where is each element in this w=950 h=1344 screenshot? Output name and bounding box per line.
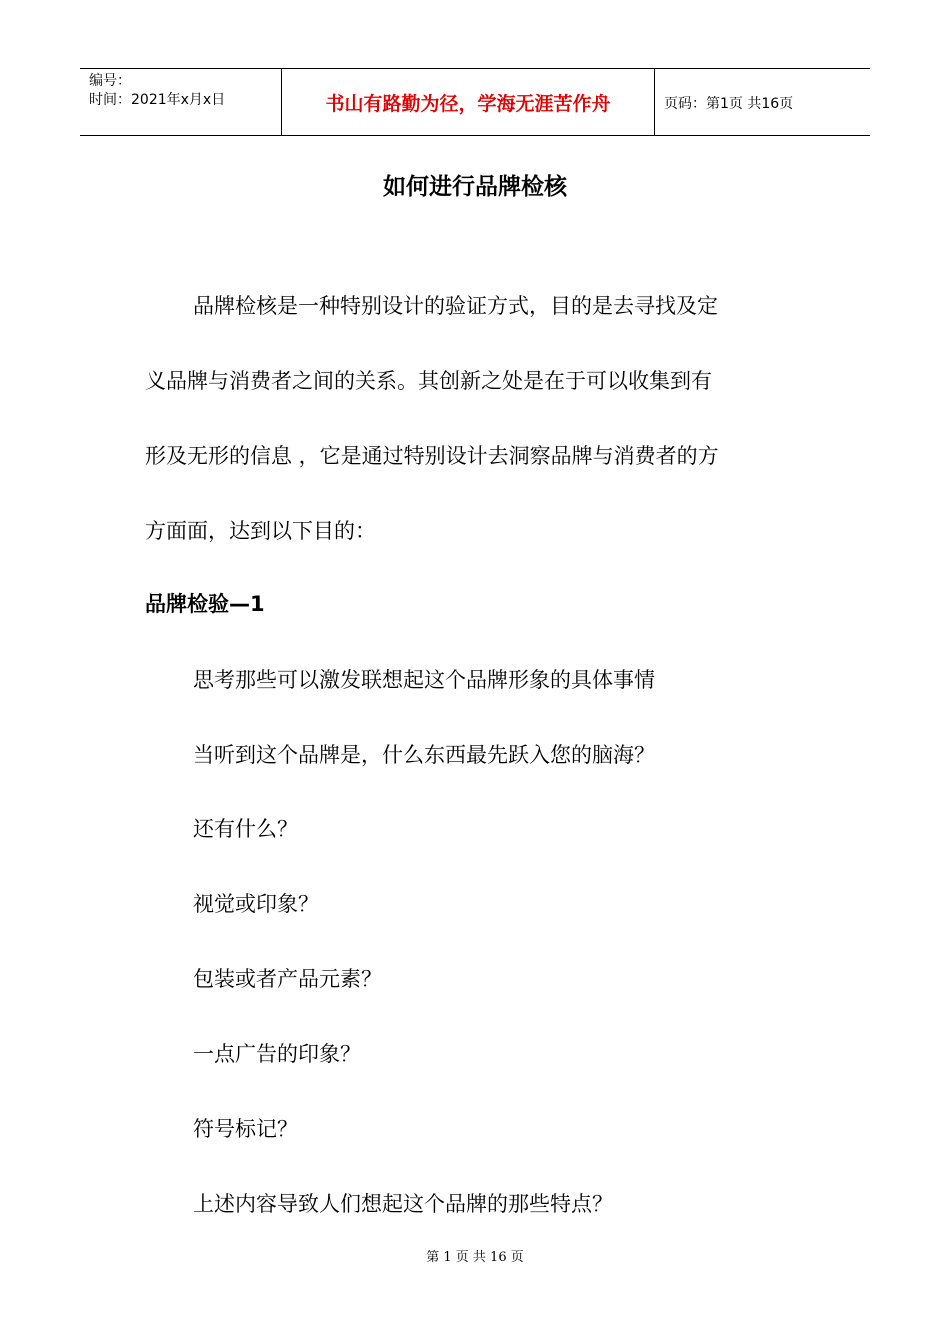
document-date: 时间：2021年x月x日 <box>89 92 226 108</box>
intro-line: 方面面，达到以下目的： <box>145 519 376 543</box>
page-footer: 第 1 页 共 16 页 <box>426 1250 524 1265</box>
document-title: 如何进行品牌检核 <box>383 174 567 200</box>
question-item: 符号标记？ <box>193 1117 298 1141</box>
header-meta <box>89 72 225 110</box>
question-item: 上述内容导致人们想起这个品牌的那些特点？ <box>193 1192 613 1216</box>
intro-line: 义品牌与消费者之间的关系。其创新之处是在于可以收集到有 <box>145 369 712 393</box>
section-heading: 品牌检验—1 <box>145 592 265 616</box>
intro-line: 形及无形的信息 ，它是通过特别设计去洞察品牌与消费者的方 <box>145 444 719 468</box>
header-motto: 书山有路勤为径，学海无涯苦作舟 <box>325 93 611 115</box>
question-item: 当听到这个品牌是，什么东西最先跃入您的脑海？ <box>193 743 655 767</box>
question-item: 思考那些可以激发联想起这个品牌形象的具体事情 <box>193 668 655 692</box>
question-item: 一点广告的印象？ <box>193 1042 361 1066</box>
question-item: 还有什么？ <box>193 817 298 841</box>
question-item: 视觉或印象？ <box>193 892 319 916</box>
document-number-label: 编号： <box>89 73 131 89</box>
intro-line: 品牌检核是一种特别设计的验证方式，目的是去寻找及定 <box>193 294 718 318</box>
header-page-info: 页码：第1页 共16页 <box>664 96 794 112</box>
page-header <box>80 68 870 136</box>
question-item: 包装或者产品元素？ <box>193 967 382 991</box>
header-divider-right <box>654 69 655 135</box>
